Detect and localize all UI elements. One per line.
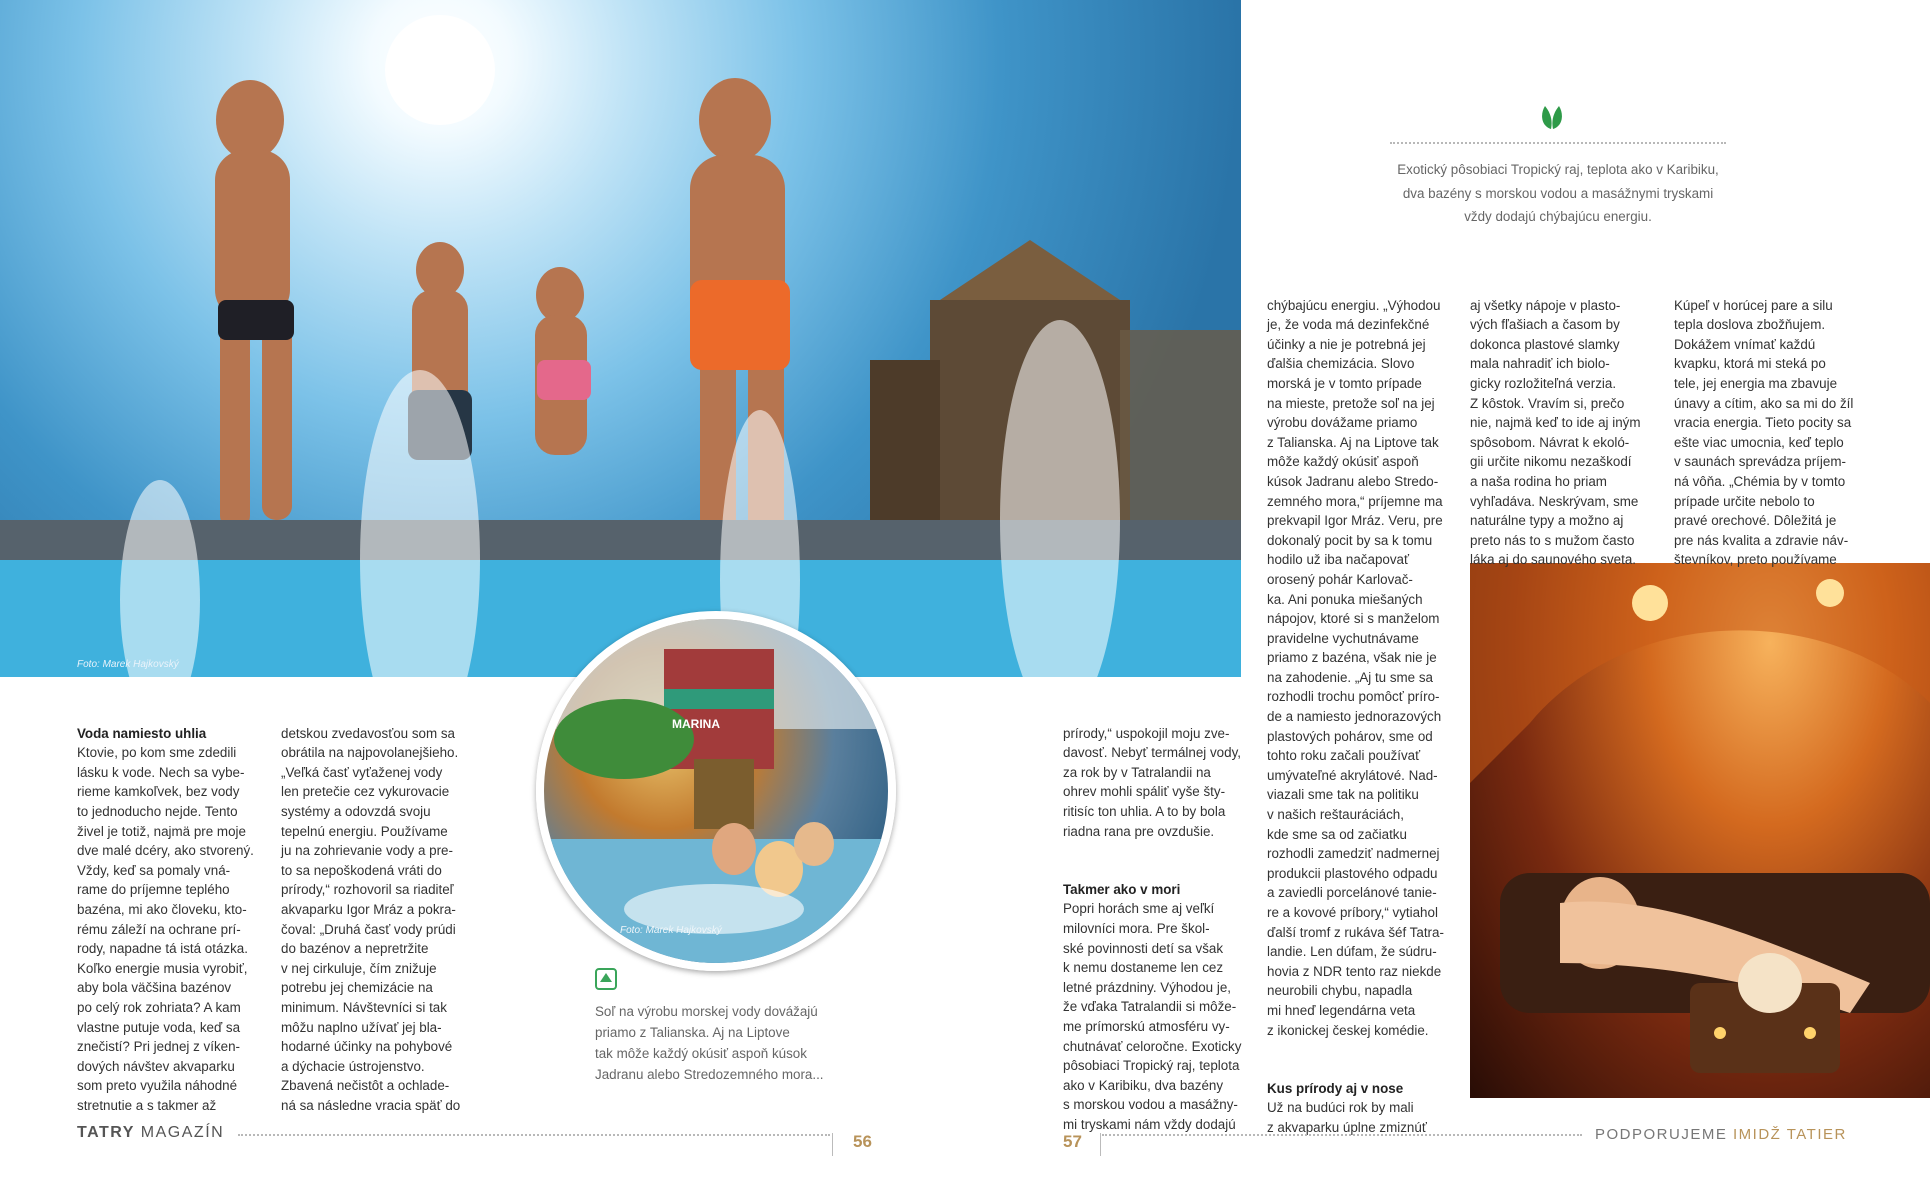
col6-text: Kúpeľ v horúcej pare a silu tepla doslova zbožňujem. Dokážem vnímať každú kvapku, ktorá mi steká po tele, jej energia ma zbavuje únavy a cítim, ako sa mi do žíl vracia energia. Tieto pocity sa ešte viac umocnia, keď teplo v saunách sprevádza príjem- ná vôňa. „Chémia by v tomto prípade určite nebolo to pravé orechové. Dôležitá je pre nás kvalita a zdravie náv- števníkov, preto používame [1674, 297, 1854, 568]
section-heading-kus: Kus prírody aj v nose [1267, 1080, 1404, 1096]
col5-text: aj všetky nápoje v plasto- vých fľašiach a časom by dokonca plastové slamky mala nahradiť ich biolo- gicky rozložiteľná verzia. Z kôstok. Vravím si, prečo nie, najmä keď to ide aj iným spôsobom. Návrat k ekoló- gii určite nikomu nezaškodí a naša rodina ho priam vyhľadáva. Neskrývam, sme naturálne typy a možno aj preto nás to s mužom často láka aj do saunového sveta. [1470, 297, 1641, 568]
arrow-up-box-icon [595, 968, 617, 990]
photo-credit: Foto: Marek Hajkovský [77, 659, 179, 670]
col3-text: prírody,“ uspokojil moju zve- davosť. Nebyť termálnej vody, za rok by v Tatralandii na ohrev mohli spáliť vyše šty- ritisíc ton uhlia. A to by bola riadna rana pre ovzdušie. [1063, 725, 1242, 839]
col4-text-2: Už na budúci rok by mali z akvaparku úplne zmiznúť [1267, 1100, 1427, 1135]
footer-right-rule [1102, 1134, 1582, 1136]
col4-text: chýbajúcu energiu. „Výhodou je, že voda má dezinfekčné účinky a nie je potrebná jej ďalšia chemizácia. Slovo morská je v tomto prípade na mieste, pretože soľ na jej výrobu dovážame priamo z Talianska. Aj na Liptove tak môže každý okúsiť aspoň kúsok Jadranu alebo Stredo- zemného mora,“ príjemne ma prekvapil Igor Mráz. Veru, pre dokonalý pocit by sa k tomu hodilo už iba načapovať orosený pohár Karlovač- ka. Ani ponuka miešaných nápojov, ktoré si s manželom pravidelne vychutnávame priamo z bazéna, však nie je na zahodenie. „Aj tu sme sa rozhodli trochu pomôcť príro- de a namiesto jednorazových plastových pohárov, sme od tohto roku začali používať umývateľné akrylátové. Nad- viazali sme tak na politiku v našich reštauráciách, kde sme sa od začiatku rozhodli zamedziť nadmernej produkcii plastového odpadu a zaviedli porcelánové tanie- re a kovové príbory,“ vytiahol ďalší tromf z rukáva šéf Tatra- landie. Len dúfam, že súdru- hovia z NDR tento raz niekde neurobili chybu, napadla mi hneď legendárna veta z ikonickej českej komédie. [1267, 297, 1444, 1038]
col1-text: Ktovie, po kom sme zdedili lásku k vode. Nech sa vybe- rieme kamkoľvek, bez vody to jednoducho nejde. Tento živel je totiž, najmä pre moje dve malé dcéry, ako stvorený. Vždy, keď sa pomaly vná- rame do príjemne teplého bazéna, mi ako človeku, kto- rému záleží na ochrane prí- rody, napadne tá istá otázka. Koľko energie musia vyrobiť, aby bola väčšina bazénov po celý rok zohriata? A kam vlastne putuje voda, keď sa znečistí? Pri jednej z víken- dových návštev akvaparku som preto využila náhodné stretnutie a s takmer až [77, 745, 254, 1113]
hero-photo [0, 0, 1241, 677]
aquapark-circle-photo [536, 611, 896, 971]
left-column-1 [77, 704, 267, 1135]
col2-text: detskou zvedavosťou som sa obrátila na najpovolanejšieho. „Veľká časť vyťaženej vody len pretečie cez vykurovacie systémy a odovzdá svoju tepelnú energiu. Používame ju na zohrievanie vody a pre- to sa nepoškodená vráti do prírody,“ rozhovoril sa riaditeľ akvaparku Igor Mráz a pokra- čoval: „Druhá časť vody prúdi do bazénov a nepretržite v nej cirkuluje, čím znižuje potrebu jej chemizácie na minimum. Návštevníci si tak môžu naplno užívať jej bla- hodarné účinky na pohybové a dýchacie ústrojenstvo. Zbavená nečistôt a ochlade- ná sa následne vracia späť do [281, 725, 461, 1113]
footer-tagline-bold: IMIDŽ TATIER [1733, 1126, 1847, 1143]
quote-text: Exotický pôsobiaci Tropický raj, teplota ako v Karibiku, dva bazény s morskou vodou a masážnymi tryskami vždy dodajú chýbajúcu energiu. [1397, 162, 1719, 224]
circle-photo-credit: Foto: Marek Hajkovský [620, 925, 722, 936]
page-number-left: 56 [853, 1132, 872, 1151]
leaf-icon [1537, 102, 1567, 132]
footer-tagline-light: PODPORUJEME [1595, 1126, 1734, 1143]
footer-tagline [1595, 1126, 1847, 1143]
footer-brand-bold: TATRY [77, 1124, 135, 1141]
section-heading-voda: Voda namiesto uhlia [77, 725, 207, 741]
footer-right-tick [1100, 1133, 1101, 1156]
right-column-2 [1267, 276, 1457, 1157]
right-column-3 [1470, 276, 1660, 590]
col3-text-2: Popri horách sme aj veľkí milovníci mora. Pre škol- ské povinnosti detí sa však k nemu dostaneme len cez letné prázdniny. Výhodou je, že vďaka Tatralandii si môže- me prímorskú atmosféru vy- chutnávať celoročne. Exoticky pôsobiaci Tropický raj, teplota ako v Karibiku, dva bazény s morskou vodou a masážny- mi tryskami nám vždy dodajú [1063, 901, 1242, 1132]
photo-caption-text: Soľ na výrobu morskej vody dovážajú priamo z Talianska. Aj na Liptove tak môže každý okúsiť aspoň kúsok Jadranu alebo Stredozemného mora... [595, 1004, 824, 1082]
footer-left-rule [238, 1134, 830, 1136]
page-number-right: 57 [1063, 1132, 1082, 1151]
footer-left-tick [832, 1133, 833, 1156]
footer-brand-light: MAGAZÍN [134, 1124, 225, 1141]
sauna-photo [1470, 563, 1930, 1098]
section-heading-takmer: Takmer ako v mori [1063, 881, 1181, 897]
right-column-4 [1674, 276, 1874, 590]
right-column-1 [1063, 704, 1253, 1154]
footer-brand [77, 1124, 224, 1142]
marina-sign: MARINA [672, 717, 720, 731]
left-column-2 [281, 704, 471, 1135]
quote-divider [1390, 142, 1726, 144]
